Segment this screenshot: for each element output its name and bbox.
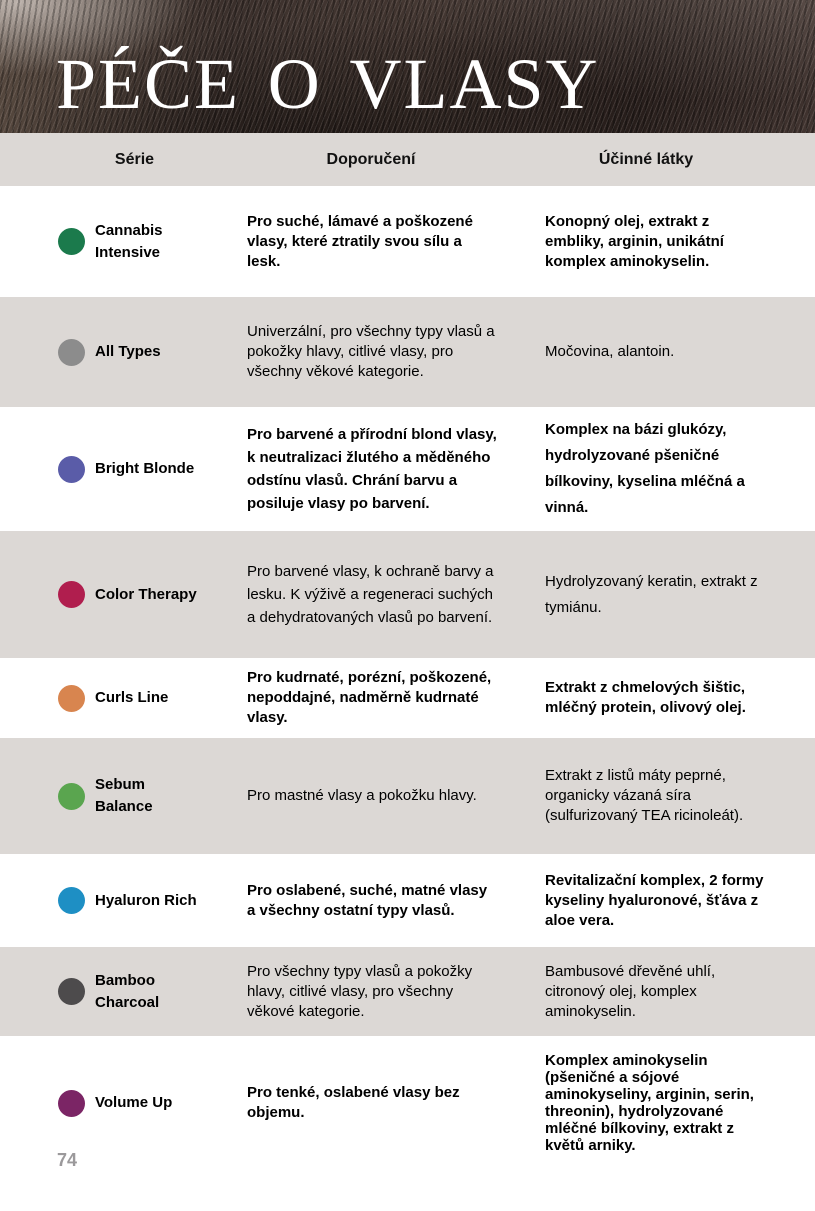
series-recommendation: Pro mastné vlasy a pokožku hlavy. — [247, 787, 477, 804]
series-ingredients: Konopný olej, extrakt z embliky, arginin, unikátní komplex aminokyselin. — [545, 212, 724, 270]
series-ingredients: Komplex aminokyselin (pšeničné a sójové aminokyseliny, arginin, serin, threonin), hydrolyzované mléčné bílkoviny, extrakt z květů arniky. — [545, 1052, 754, 1154]
series-ingredients: Hydrolyzovaný keratin, extrakt z tymiánu. — [545, 572, 758, 616]
series-name: Volume Up — [95, 1094, 173, 1111]
table-row — [0, 407, 815, 531]
series-recommendation: Univerzální, pro všechny typy vlasů a pokožky hlavy, citlivé vlasy, pro všechny věkové kategorie. — [247, 323, 495, 380]
page-number: 74 — [57, 1150, 78, 1170]
series-ingredients: Extrakt z chmelových šištic, mléčný protein, olivový olej. — [545, 679, 746, 716]
series-name: Curls Line — [95, 689, 169, 706]
series-recommendation: Pro oslabené, suché, matné vlasy a všechny ostatní typy vlasů. — [247, 881, 488, 919]
series-color-dot — [58, 887, 85, 914]
column-header-ingredients: Účinné látky — [598, 150, 694, 168]
hair-photo-banner — [0, 0, 815, 133]
table-row — [0, 658, 815, 738]
series-table — [0, 186, 815, 1170]
series-color-dot — [58, 456, 85, 483]
series-recommendation: Pro všechny typy vlasů a pokožky hlavy, citlivé vlasy, pro všechny věkové kategorie. — [247, 962, 473, 1020]
series-name: Cannabis Intensive — [95, 221, 163, 261]
table-row — [0, 947, 815, 1036]
page-title: péče o vlasy — [56, 17, 600, 131]
table-row — [0, 531, 815, 658]
series-name: All Types — [95, 343, 161, 360]
series-ingredients: Bambusové dřevěné uhlí, citronový olej, komplex aminokyselin. — [545, 962, 716, 1020]
series-color-dot — [58, 783, 85, 810]
column-header-recommendation: Doporučení — [326, 150, 416, 168]
series-ingredients: Močovina, alantoin. — [545, 343, 675, 360]
series-ingredients: Komplex na bázi glukózy, hydrolyzované pšeničné bílkoviny, kyselina mléčná a vinná. — [545, 421, 745, 516]
series-color-dot — [58, 339, 85, 366]
series-recommendation: Pro tenké, oslabené vlasy bez objemu. — [247, 1084, 460, 1121]
series-name: Hyaluron Rich — [95, 891, 197, 909]
series-color-dot — [58, 978, 85, 1005]
series-recommendation: Pro barvené a přírodní blond vlasy, k neutralizaci žlutého a měděného odstínu vlasů. Chrání barvu a posiluje vlasy po barvení. — [247, 426, 497, 512]
series-ingredients: Extrakt z listů máty peprné, organicky vázaná síra (sulfurizovaný TEA ricinoleát). — [545, 767, 744, 824]
table-row — [0, 297, 815, 407]
series-ingredients: Revitalizační komplex, 2 formy kyseliny hyaluronové, šťáva z aloe vera. — [545, 871, 764, 929]
series-color-dot — [58, 685, 85, 712]
series-recommendation: Pro barvené vlasy, k ochraně barvy a lesku. K výživě a regeneraci suchých a dehydratovaných vlasů po barvení. — [247, 563, 494, 626]
table-row — [0, 738, 815, 854]
table-row — [0, 1036, 815, 1170]
series-recommendation: Pro suché, lámavé a poškozené vlasy, které ztratily svou sílu a lesk. — [247, 212, 473, 270]
table-row — [0, 186, 815, 297]
table-row — [0, 854, 815, 947]
series-name: Bamboo Charcoal — [95, 971, 160, 1011]
series-recommendation: Pro kudrnaté, porézní, poškozené, nepoddajné, nadměrně kudrnaté vlasy. — [247, 669, 492, 726]
series-name: Color Therapy — [95, 585, 197, 603]
series-name: Bright Blonde — [95, 460, 195, 477]
series-color-dot — [58, 228, 85, 255]
series-color-dot — [58, 581, 85, 608]
series-color-dot — [58, 1090, 85, 1117]
table-column-header — [0, 133, 815, 186]
series-name: Sebum Balance — [95, 776, 153, 815]
column-header-series: Série — [114, 150, 155, 168]
